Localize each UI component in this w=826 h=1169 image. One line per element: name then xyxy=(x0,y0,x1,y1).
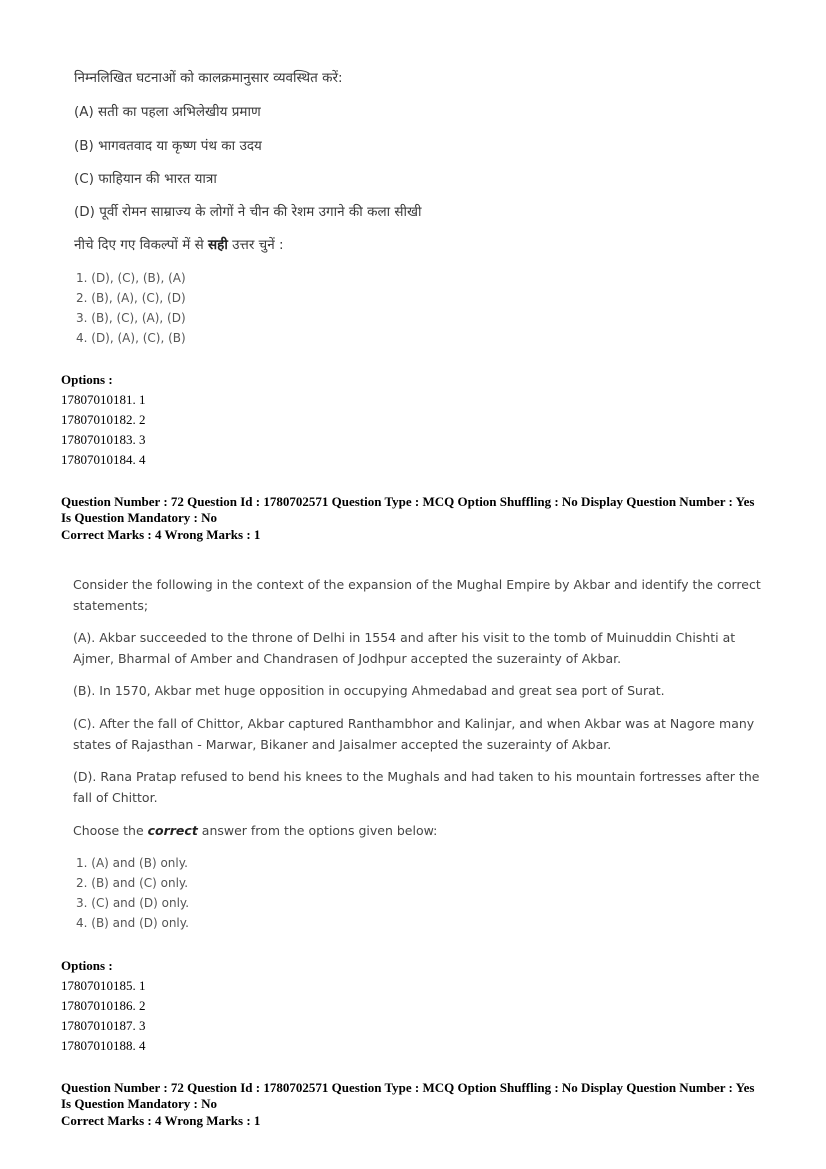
option-id: 17807010187. 3 xyxy=(61,1018,146,1033)
question-intro: Consider the following in the context of the expansion of the Mughal Empire by Akbar and identify the correct statements; xyxy=(73,577,761,613)
choice-3: 3. (C) and (D) only. xyxy=(76,896,190,910)
option-id: 17807010181. 1 xyxy=(61,392,146,407)
statement-c: (C). After the fall of Chittor, Akbar captured Ranthambhor and Kalinjar, and when Akbar was at Nagore many states of Rajasthan - Marwar, Bikaner and Jaisalmer accepted the suzerainty of Akbar. xyxy=(73,716,755,752)
answer-instruction: नीचे दिए गए विकल्पों में से सही उत्तर चुनें : xyxy=(74,237,284,253)
question-mandatory: Is Question Mandatory : No xyxy=(61,1096,218,1111)
question-mandatory: Is Question Mandatory : No xyxy=(61,510,218,525)
answer-instruction: Choose the correct answer from the options given below: xyxy=(73,823,438,838)
option-id: 17807010185. 1 xyxy=(61,978,146,993)
choice-3: 3. (B), (C), (A), (D) xyxy=(76,311,186,325)
choice-2: 2. (B), (A), (C), (D) xyxy=(76,291,186,305)
choice-1: 1. (A) and (B) only. xyxy=(76,856,188,870)
statement-b: (B). In 1570, Akbar met huge opposition in occupying Ahmedabad and great sea port of Surat. xyxy=(73,683,665,698)
statement-a: (A). Akbar succeeded to the throne of Delhi in 1554 and after his visit to the tomb of Muinuddin Chishti at Ajmer, Bharmal of Amber and Chandrasen of Jodhpur accepted the suzerainty of Akbar. xyxy=(73,630,736,666)
options-label: Options : xyxy=(61,372,113,387)
statement-b: (B) भागवतवाद या कृष्ण पंथ का उदय xyxy=(74,138,262,154)
question-meta: Question Number : 72 Question Id : 1780702571 Question Type : MCQ Option Shuffling : No Display Question Number : Yes xyxy=(61,494,755,509)
option-id: 17807010184. 4 xyxy=(61,452,146,467)
question-marks: Correct Marks : 4 Wrong Marks : 1 xyxy=(61,1113,261,1128)
statement-a: (A) सती का पहला अभिलेखीय प्रमाण xyxy=(74,104,261,120)
statement-c: (C) फाहियान की भारत यात्रा xyxy=(74,171,217,187)
choice-4: 4. (D), (A), (C), (B) xyxy=(76,331,186,345)
statement-d: (D). Rana Pratap refused to bend his knees to the Mughals and had taken to his mountain fortresses after the fall of Chittor. xyxy=(73,769,760,805)
choice-1: 1. (D), (C), (B), (A) xyxy=(76,271,186,285)
choice-2: 2. (B) and (C) only. xyxy=(76,876,189,890)
option-id: 17807010183. 3 xyxy=(61,432,146,447)
statement-d: (D) पूर्वी रोमन साम्राज्य के लोगों ने चीन की रेशम उगाने की कला सीखी xyxy=(74,204,422,220)
option-id: 17807010188. 4 xyxy=(61,1038,146,1053)
option-id: 17807010182. 2 xyxy=(61,412,146,427)
question-meta: Question Number : 72 Question Id : 1780702571 Question Type : MCQ Option Shuffling : No Display Question Number : Yes xyxy=(61,1080,755,1095)
option-id: 17807010186. 2 xyxy=(61,998,146,1013)
choice-4: 4. (B) and (D) only. xyxy=(76,916,189,930)
options-label: Options : xyxy=(61,958,113,973)
question-marks: Correct Marks : 4 Wrong Marks : 1 xyxy=(61,527,261,542)
question-intro: निम्नलिखित घटनाओं को कालक्रमानुसार व्यवस्थित करें: xyxy=(74,70,343,86)
